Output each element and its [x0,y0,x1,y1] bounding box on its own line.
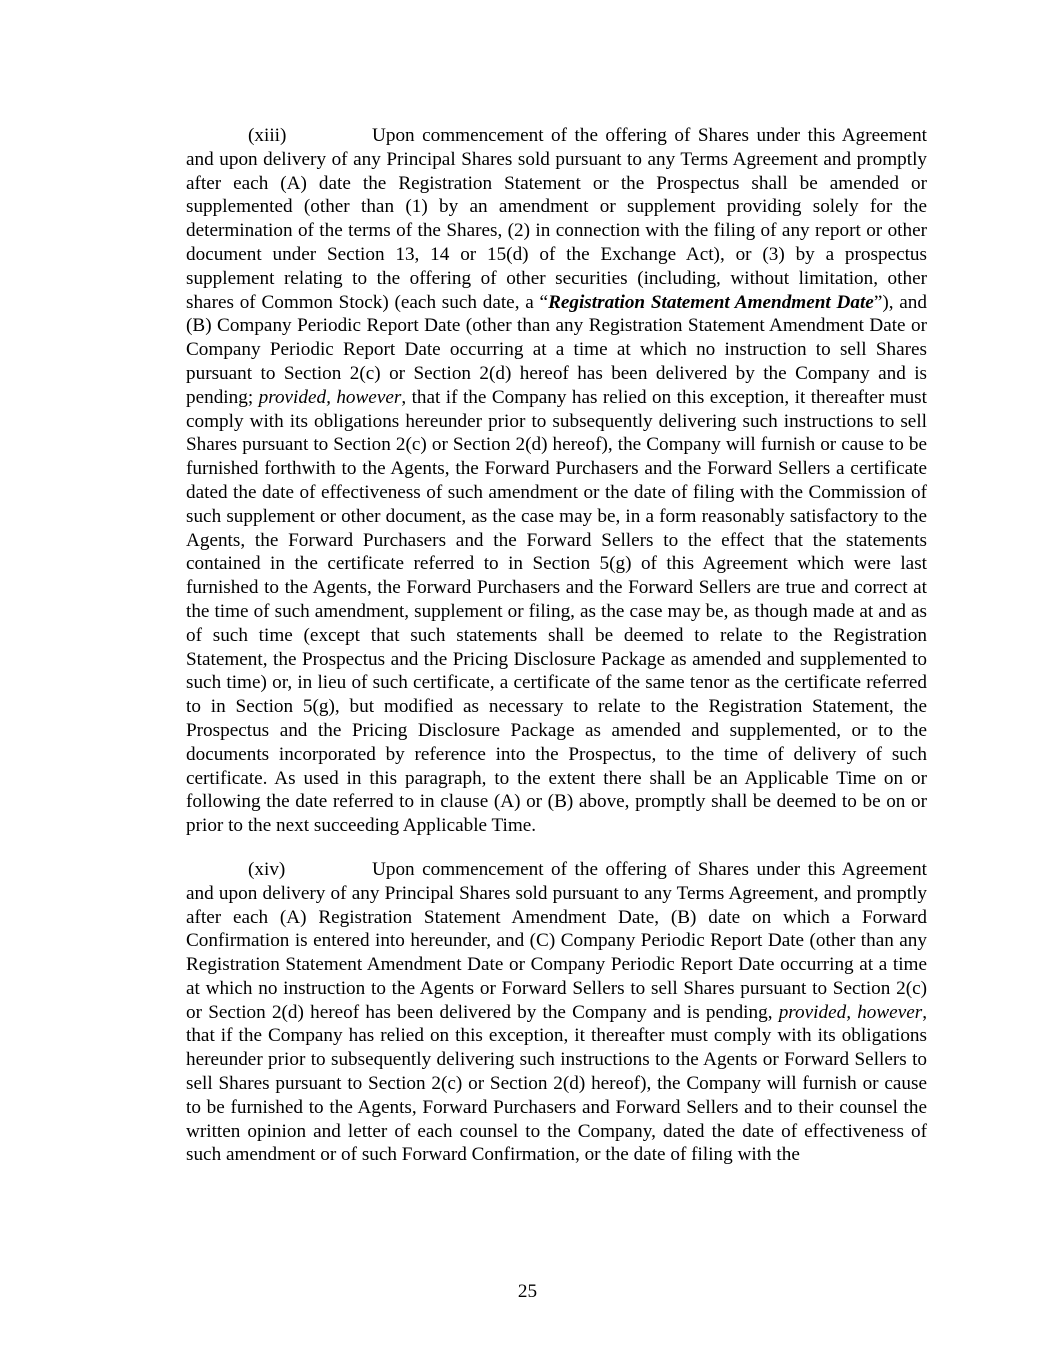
paragraph-text: ”), and (B) Company Periodic Report Date (other than any Registration Statement Amendment Date or Company Periodic Report Date occurring at a time at which no instruction to sell Shares pursuant to Section 2(c) or Section 2(d) hereof has been delivered by the Company and is pending; [186,291,927,408]
paragraph-text: Upon commencement of the offering of Shares under this Agreement and upon delivery of any Principal Shares sold pursuant to any Terms Agreement, and promptly after each (A) Registration Statement Amendment Date, (B) date on which a Forward Confirmation is entered into hereunder, and (C) Company Periodic Report Date (other than any Registration Statement Amendment Date or Company Periodic Report Date occurring at a time at which no instruction to the Agents or Forward Sellers to sell Shares pursuant to Section 2(c) or Section 2(d) hereof has been delivered by the Company and is pending, [186,858,927,1023]
document-body [186,124,927,1167]
defined-term: Registration Statement Amendment Date [548,291,874,313]
paragraph-text: , that if the Company has relied on this exception, it thereafter must comply with its obligations hereunder prior to subsequently delivering such instructions to the Agents or Forward Sellers to sell Shares pursuant to Section 2(c) or Section 2(d) hereof), the Company will furnish or cause to be furnished to the Agents, Forward Purchasers and Forward Sellers and to their counsel the written opinion and letter of each counsel to the Company, dated the date of effectiveness of such amendment or of such Forward Confirmation, or the date of filing with the [186,1001,927,1166]
italic-term: provided, however [258,386,402,408]
paragraph-xiv [186,858,927,1167]
italic-term: provided, however [778,1001,923,1023]
paragraph-xiii [186,124,927,838]
paragraph-number: (xiii) [248,125,287,146]
page-number: 25 [517,1281,538,1302]
paragraph-number: (xiv) [248,858,286,880]
paragraph-text: Upon commencement of the offering of Shares under this Agreement and upon delivery of any Principal Shares sold pursuant to any Terms Agreement and promptly after each (A) date the Registration Statement or the Prospectus shall be amended or supplemented (other than (1) by an amendment or supplement providing solely for the determination of the terms of the Shares, (2) in connection with the filing of any report or other document under Section 13, 14 or 15(d) of the Exchange Act), or (3) by a prospectus supplement relating to the offering of other securities (including, without limitation, other shares of Common Stock) (each such date, a “ [186,125,927,313]
paragraph-text: , that if the Company has relied on this exception, it thereafter must comply with its obligations hereunder prior to subsequently delivering such instructions to sell Shares pursuant to Section 2(c) or Section 2(d) hereof), the Company will furnish or cause to be furnished forthwith to the Agents, the Forward Purchasers and the Forward Sellers a certificate dated the date of effectiveness of such amendment or the date of filing with the Commission of such supplement or other document, as the case may be, in a form reasonably satisfactory to the Agents, the Forward Purchasers and the Forward Sellers to the effect that the statements contained in the certificate referred to in Section 5(g) of this Agreement which were last furnished to the Agents, the Forward Purchasers and the Forward Sellers are true and correct at the time of such amendment, supplement or filing, as the case may be, as though made at and as of such time (except that such statements shall be deemed to relate to the Registration Statement, the Prospectus and the Pricing Disclosure Package as amended and supplemented to such time) or, in lieu of such certificate, a certificate of the same tenor as the certificate referred to in Section 5(g), but modified as necessary to relate to the Registration Statement, the Prospectus and the Pricing Disclosure Package as amended and supplemented, or to the documents incorporated by reference into the Prospectus, to the time of delivery of such certificate. As used in this paragraph, to the extent there shall be an Applicable Time on or following the date referred to in clause (A) or (B) above, promptly shall be deemed to be on or prior to the next succeeding Applicable Time. [186,386,927,837]
